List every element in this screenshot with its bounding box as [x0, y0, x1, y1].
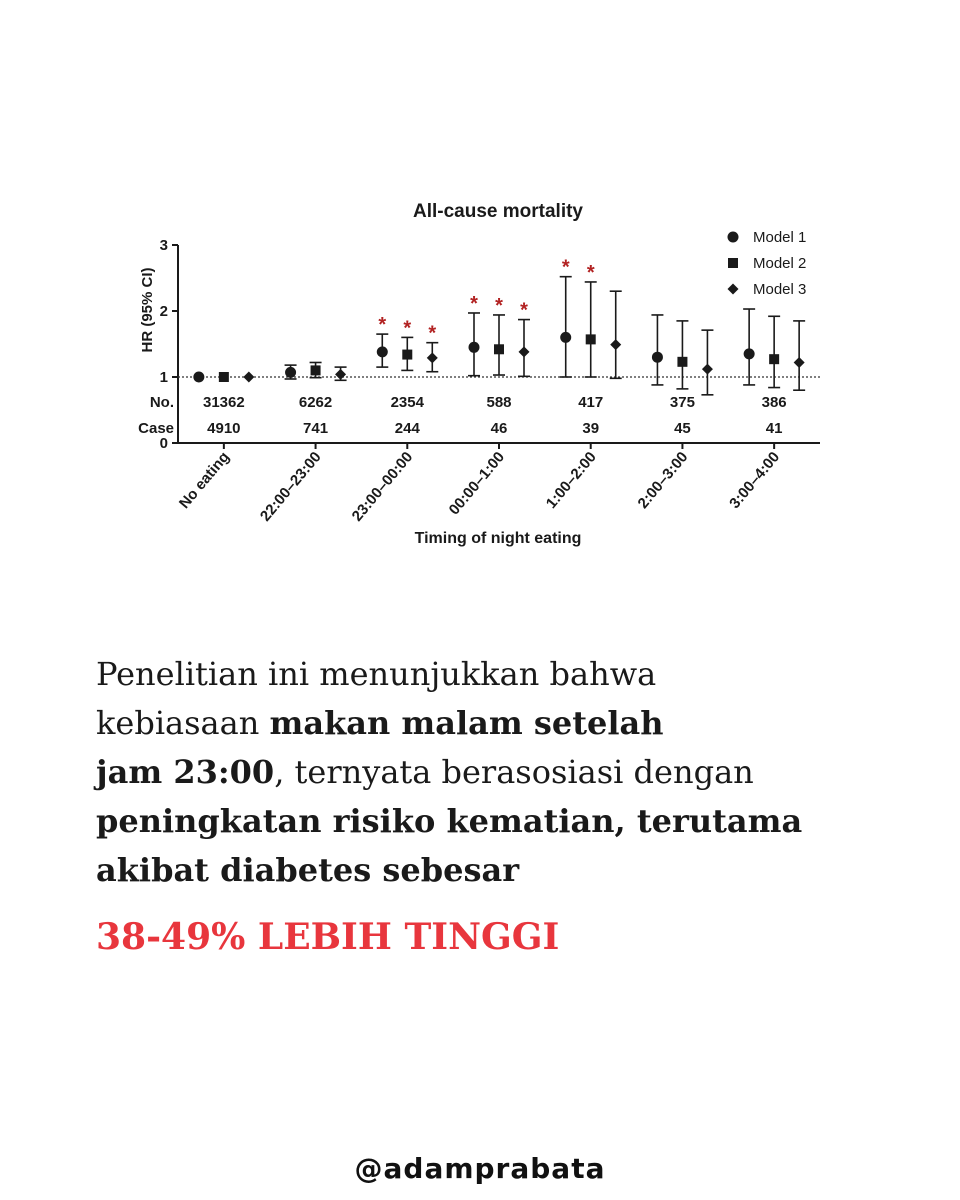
row-label-case: Case	[138, 420, 174, 437]
text-line-3-rest: , ternyata berasosiasi dengan	[274, 753, 754, 791]
data-point	[677, 357, 687, 367]
data-point	[586, 334, 596, 344]
significance-marker: *	[403, 317, 412, 340]
x-tick-label: 3:00–4:00	[726, 448, 784, 512]
data-point	[794, 357, 805, 368]
count-value: 31362	[202, 394, 245, 411]
count-value: 417	[578, 394, 604, 411]
significance-marker: *	[378, 314, 387, 337]
y-tick-label: 2	[159, 303, 168, 320]
data-point	[610, 339, 621, 350]
count-value: 386	[761, 394, 787, 411]
case-value: 741	[303, 420, 329, 437]
x-tick-label: 22:00–23:00	[256, 448, 325, 525]
count-table	[138, 394, 787, 437]
y-tick-label: 0	[159, 435, 168, 452]
author-handle: @adamprabata	[354, 1152, 606, 1185]
text-line-5-bold: akibat diabetes sebesar	[96, 851, 520, 889]
y-tick-label: 3	[159, 237, 168, 254]
x-tick-label: No eating	[175, 448, 233, 512]
x-tick-label: 23:00–00:00	[348, 448, 417, 525]
significance-marker: *	[586, 261, 595, 284]
count-value: 375	[669, 394, 695, 411]
data-point	[243, 372, 254, 383]
significance-marker: *	[470, 292, 478, 315]
legend-marker	[728, 258, 738, 268]
text-line-3-bold: jam 23:00	[96, 753, 275, 791]
text-line-4-bold: peningkatan risiko kematian, terutama	[96, 802, 803, 840]
legend-marker	[728, 232, 739, 243]
y-axis-label: HR (95% CI)	[139, 267, 156, 353]
count-value: 2354	[390, 394, 424, 411]
case-value: 244	[394, 420, 420, 437]
legend-label: Model 2	[753, 255, 807, 272]
data-point	[377, 346, 388, 357]
data-point	[335, 369, 346, 380]
highlight-text: 38-49% LEBIH TINGGI	[96, 916, 560, 958]
case-value: 46	[490, 420, 508, 437]
row-label-no: No.	[149, 394, 174, 411]
legend-label: Model 3	[753, 281, 807, 298]
data-point	[519, 346, 530, 357]
text-line-2-bold: makan malam setelah	[269, 704, 664, 742]
data-point	[285, 367, 296, 378]
legend-marker	[728, 284, 739, 295]
x-tick-label: 00:00–1:00	[445, 448, 509, 519]
data-point	[494, 344, 504, 354]
significance-marker: *	[495, 294, 503, 317]
case-value: 4910	[207, 420, 241, 437]
data-point	[744, 348, 755, 359]
x-axis-label: Timing of night eating	[414, 530, 582, 547]
data-point	[769, 354, 779, 364]
data-point	[402, 350, 412, 360]
chart-title: All-cause mortality	[413, 201, 583, 222]
data-point	[560, 332, 571, 343]
case-value: 41	[765, 420, 783, 437]
y-tick-label: 1	[159, 369, 168, 386]
x-tick-labels	[176, 449, 783, 525]
text-line-2-prefix: kebiasaan	[96, 704, 270, 742]
significance-marker: *	[520, 299, 528, 322]
count-value: 588	[486, 394, 512, 411]
data-point	[469, 342, 480, 353]
data-point	[652, 352, 663, 363]
data-point	[427, 352, 438, 363]
series-model-3	[243, 291, 805, 395]
series-model-2	[219, 262, 780, 389]
legend	[728, 229, 807, 298]
count-value: 6262	[298, 394, 333, 411]
significance-marker: *	[428, 322, 437, 345]
data-point	[219, 372, 229, 382]
x-tick-label: 1:00–2:00	[542, 448, 600, 512]
description-paragraph	[96, 650, 896, 895]
data-point	[311, 365, 321, 375]
significance-marker: *	[561, 256, 570, 279]
data-point	[193, 372, 204, 383]
data-point	[702, 364, 713, 375]
case-value: 39	[582, 420, 600, 437]
mortality-chart	[120, 185, 840, 555]
legend-label: Model 1	[753, 229, 807, 246]
x-tick-label: 2:00–3:00	[634, 448, 692, 512]
series-model-1	[193, 257, 755, 385]
text-line-1: Penelitian ini menunjukkan bahwa	[96, 655, 657, 693]
chart-marks	[193, 257, 805, 395]
case-value: 45	[674, 420, 691, 437]
